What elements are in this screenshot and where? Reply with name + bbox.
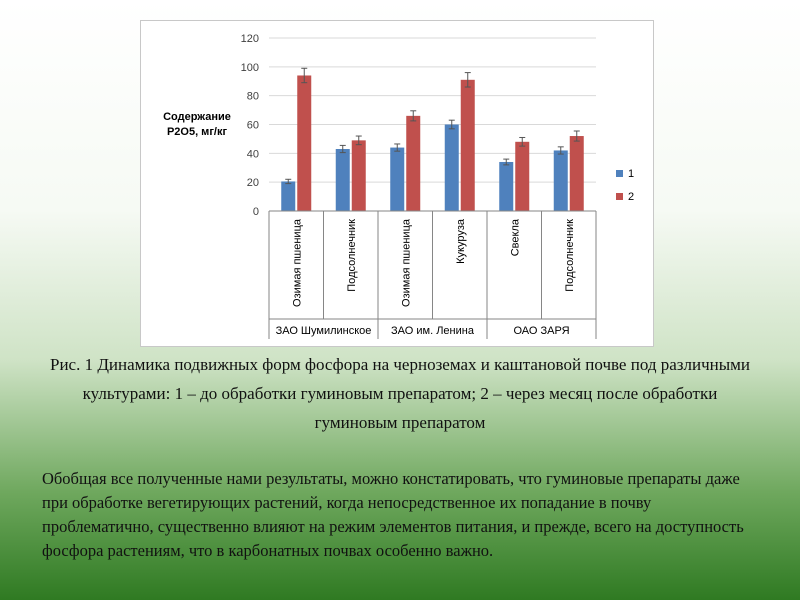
bar-series-1 — [281, 181, 295, 211]
bar-series-2 — [352, 140, 366, 211]
y-tick-label: 40 — [246, 148, 259, 161]
bar-series-2 — [406, 116, 420, 211]
x-tick-label: Подсолнечник — [563, 219, 576, 292]
bar-series-2 — [297, 75, 311, 211]
legend-swatch — [616, 170, 623, 177]
legend-label: 2 — [628, 191, 635, 203]
x-tick-label: Озимая пшеница — [291, 219, 304, 307]
y-tick-label: 100 — [240, 61, 259, 74]
group-label: ЗАО им. Ленина — [391, 325, 474, 337]
bar-series-1 — [554, 150, 568, 211]
bar-series-2 — [570, 136, 584, 211]
figure-caption: Рис. 1 Динамика подвижных форм фосфора на черноземах и каштановой почве под различными культурами: 1 – до обработки гуминовым препаратом; 2 – через месяц после обработки гуминовым препаратом — [49, 355, 750, 432]
legend-label: 1 — [628, 168, 635, 180]
x-tick-label: Подсолнечник — [345, 219, 358, 292]
bar-series-1 — [499, 162, 513, 211]
bar-series-1 — [445, 125, 459, 212]
y-tick-label: 60 — [246, 119, 259, 132]
bar-series-1 — [390, 148, 404, 211]
y-axis-label: Содержание — [163, 111, 231, 123]
x-tick-label: Свекла — [509, 219, 522, 257]
body-paragraph: Обобщая все полученные нами результаты, можно констатировать, что гуминовые препараты даже при обработке вегетирующих растений, когда непосредственное их попадание в почву проблематично, существенно влияют на режим элементов питания, и прежде, всего на доступность фосфора растениям, что в карбонатных почвах особенно важно. — [42, 469, 744, 560]
bar-series-2 — [515, 142, 529, 211]
group-label: ЗАО Шумилинское — [275, 325, 372, 337]
x-tick-label: Кукуруза — [454, 219, 467, 264]
group-label: ОАО ЗАРЯ — [513, 325, 570, 337]
y-tick-label: 80 — [246, 90, 259, 103]
bar-chart — [141, 21, 653, 346]
x-tick-label: Озимая пшеница — [400, 219, 413, 307]
legend-swatch — [616, 193, 623, 200]
y-tick-label: 20 — [246, 177, 259, 190]
y-tick-label: 0 — [252, 206, 259, 218]
y-tick-label: 120 — [240, 33, 259, 45]
bar-series-1 — [336, 149, 350, 211]
y-axis-label: P2O5, мг/кг — [166, 126, 228, 138]
bar-series-2 — [461, 80, 475, 211]
chart-container — [140, 20, 654, 347]
